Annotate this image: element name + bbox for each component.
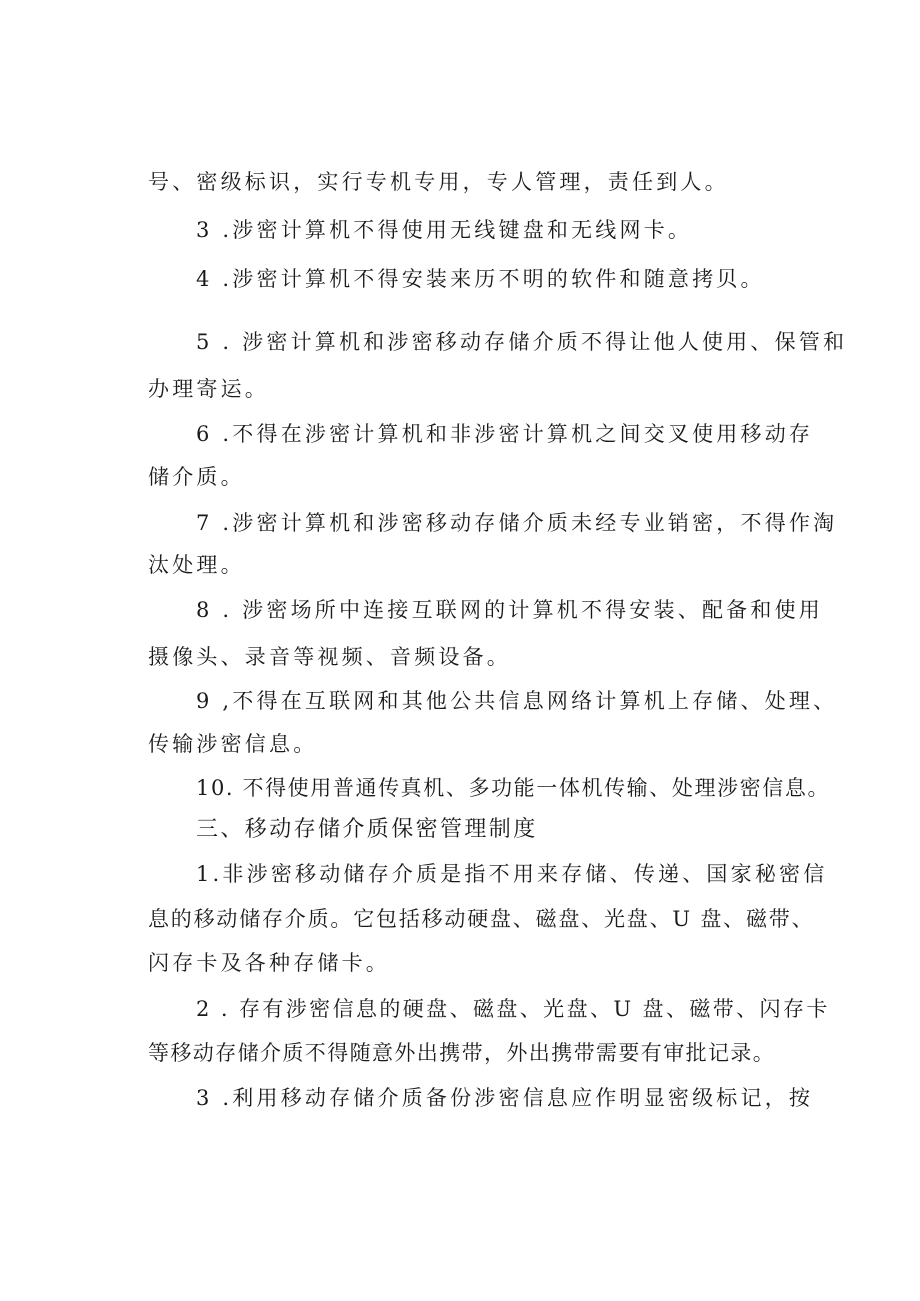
paragraph-line: 摄像头、录音等视频、音频设备。 [148,645,511,669]
paragraph-line: 传输涉密信息。 [148,732,318,756]
paragraph-line: 3 .涉密计算机不得使用无线键盘和无线网卡。 [196,218,693,242]
paragraph-line: 2 . 存有涉密信息的硬盘、磁盘、光盘、U 盘、磁带、闪存卡 [196,997,830,1021]
paragraph-line: 储介质。 [148,465,245,489]
paragraph-line: 8 . 涉密场所中连接互联网的计算机不得安装、配备和使用 [196,598,823,622]
paragraph-line: 办理寄运。 [148,377,269,401]
paragraph-line: 6 .不得在涉密计算机和非涉密计算机之间交叉使用移动存 [196,422,814,446]
paragraph-line: 4 .涉密计算机不得安装来历不明的软件和随意拷贝。 [196,267,765,291]
paragraph-line: 10. 不得使用普通传真机、多功能一体机传输、处理涉密信息。 [196,776,831,800]
paragraph-line: 7 .涉密计算机和涉密移动存储介质未经专业销密，不得作淘 [196,511,838,535]
paragraph-line: 汰处理。 [148,553,245,577]
paragraph-line: 闪存卡及各种存储卡。 [148,951,390,975]
paragraph-line: 息的移动储存介质。它包括移动硬盘、磁盘、光盘、U 盘、磁带、 [148,907,815,931]
paragraph-line: 3 .利用移动存储介质备份涉密信息应作明显密级标记，按 [196,1086,814,1110]
section-heading: 三、移动存储介质保密管理制度 [196,817,538,842]
paragraph-line: 号、密级标识，实行专机专用，专人管理，责任到人。 [148,170,729,194]
paragraph-line: 等移动存储介质不得随意外出携带，外出携带需要有审批记录。 [148,1041,776,1065]
paragraph-line: 5 . 涉密计算机和涉密移动存储介质不得让他人使用、保管和 [196,330,848,354]
paragraph-line: 9 ,不得在互联网和其他公共信息网络计算机上存储、处理、 [196,689,838,713]
paragraph-line: 1.非涉密移动储存介质是指不用来存储、传递、国家秘密信 [196,862,828,886]
